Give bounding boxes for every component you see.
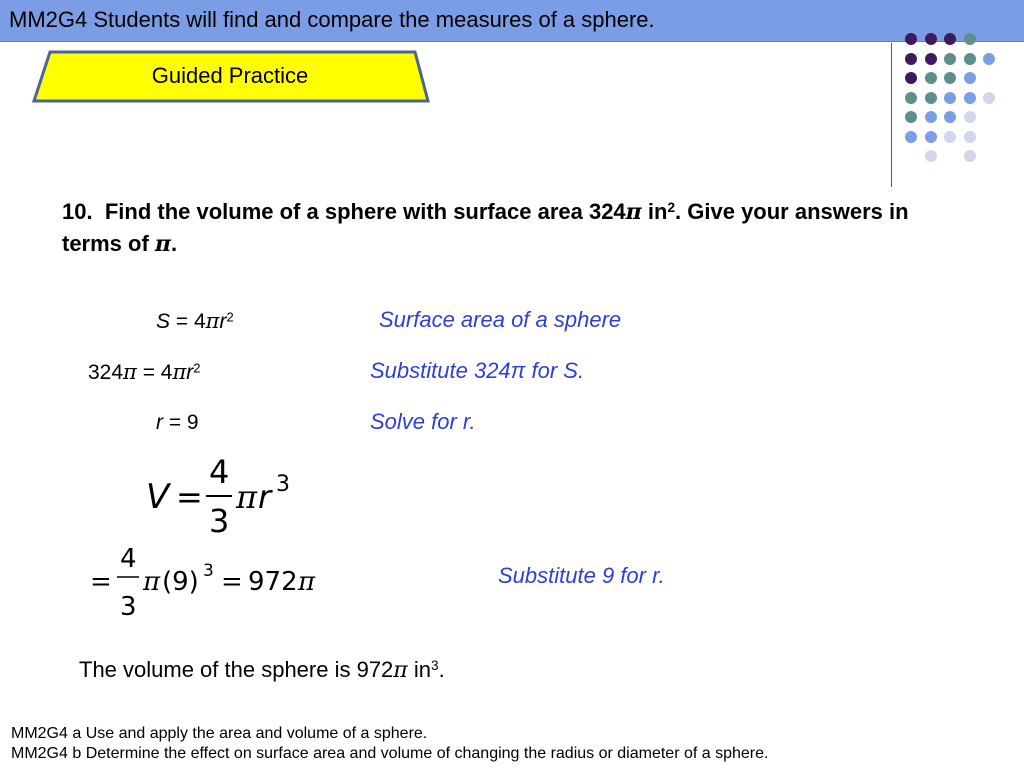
decorative-dot	[944, 53, 956, 65]
decorative-dot	[964, 131, 976, 143]
decorative-dot	[944, 72, 956, 84]
step-2-exponent: 2	[193, 360, 201, 376]
radius-var: r	[258, 478, 272, 516]
conclusion	[79, 657, 445, 684]
decorative-dot	[944, 131, 956, 143]
decorative-dot	[905, 111, 917, 123]
decorative-dot	[964, 150, 976, 162]
decorative-dot	[983, 92, 995, 104]
sub-numerator: 4	[120, 544, 137, 574]
pi-symbol: π	[143, 567, 161, 597]
conclusion-end: .	[438, 657, 445, 682]
decorative-dot	[964, 92, 976, 104]
decorative-dot	[905, 72, 917, 84]
conclusion-exponent: 3	[431, 658, 439, 674]
substitution-explanation: Substitute 9 for r.	[498, 563, 665, 588]
volume-formula	[140, 452, 310, 544]
conclusion-text: The volume of the sphere is 972	[79, 657, 394, 682]
sub-exponent: 3	[203, 561, 214, 581]
pi-symbol: π	[154, 231, 172, 257]
standards-footer	[11, 724, 768, 764]
decorative-dot	[925, 72, 937, 84]
step-2-rhs-var: r	[186, 361, 194, 384]
decorative-dot	[905, 53, 917, 65]
volume-exponent: 3	[276, 472, 290, 497]
step-1-lhs-var: S	[156, 310, 171, 333]
decorative-dot	[925, 92, 937, 104]
slide-title: MM2G4 Students will find and compare the measures of a sphere.	[9, 7, 655, 32]
decorative-dot	[964, 72, 976, 84]
pi-symbol: π	[123, 360, 137, 384]
sub-paren: (9)	[162, 567, 199, 597]
volume-equals: =	[176, 478, 203, 516]
step-3-equation	[156, 411, 199, 435]
decorative-dot	[925, 111, 937, 123]
problem-text-after: . Give your answers in terms of	[62, 199, 909, 256]
decorative-dot	[964, 33, 976, 45]
decorative-dot	[905, 92, 917, 104]
step-2-rhs: = 4	[136, 361, 173, 384]
sub-denominator: 3	[120, 592, 137, 622]
problem-end: .	[171, 231, 178, 256]
pi-symbol: π	[393, 658, 408, 683]
step-2-equation	[88, 360, 201, 385]
substitution-formula	[86, 540, 336, 622]
volume-var: V	[146, 477, 170, 517]
decorative-divider	[891, 43, 892, 187]
decorative-dot	[905, 33, 917, 45]
pi-symbol: π	[205, 309, 220, 333]
decorative-dot	[925, 150, 937, 162]
sub-result: 972	[248, 567, 298, 597]
problem-unit-exponent: 2	[667, 200, 676, 216]
decorative-dot	[944, 33, 956, 45]
problem-statement	[62, 196, 922, 260]
decorative-dot	[905, 131, 917, 143]
standard-a: MM2G4 a Use and apply the area and volume of a sphere.	[11, 725, 428, 742]
step-1-exponent: 2	[226, 309, 234, 325]
step-3-explanation: Solve for r.	[370, 409, 476, 434]
problem-unit: in	[641, 199, 668, 224]
decorative-dot	[925, 33, 937, 45]
decorative-dot	[944, 111, 956, 123]
sub-equals: =	[90, 567, 112, 597]
decorative-dot	[983, 53, 995, 65]
step-3-lhs-var: r	[156, 411, 163, 434]
pi-symbol: π	[298, 567, 316, 597]
decorative-dot	[964, 111, 976, 123]
step-1-rhs: = 4	[170, 310, 206, 333]
decorative-dot	[964, 53, 976, 65]
header-bar	[0, 0, 1024, 42]
decorative-dot	[925, 53, 937, 65]
step-2-explanation: Substitute 324π for S.	[370, 358, 585, 383]
pi-symbol: π	[625, 199, 642, 225]
decorative-dot	[925, 131, 937, 143]
step-1-equation	[156, 309, 234, 334]
pi-symbol: π	[236, 478, 258, 516]
pi-symbol: π	[172, 360, 187, 384]
decorative-dot-grid	[905, 33, 1015, 168]
banner-label: Guided Practice	[151, 63, 309, 88]
decorative-dot	[944, 92, 956, 104]
fraction-denominator: 3	[209, 502, 230, 540]
problem-text: Find the volume of a sphere with surface area 324	[104, 199, 626, 224]
sub-equals-2: =	[221, 567, 243, 597]
step-1-explanation: Surface area of a sphere	[379, 307, 622, 332]
step-3-rhs: = 9	[163, 411, 199, 434]
problem-number: 10.	[62, 199, 93, 224]
step-1-rhs-var: r	[219, 310, 227, 333]
step-2-lhs-coef: 324	[88, 361, 124, 384]
conclusion-unit: in	[407, 657, 432, 682]
standard-b: MM2G4 b Determine the effect on surface area and volume of changing the radius or diameter of a sphere.	[11, 745, 769, 762]
fraction-numerator: 4	[209, 453, 230, 491]
